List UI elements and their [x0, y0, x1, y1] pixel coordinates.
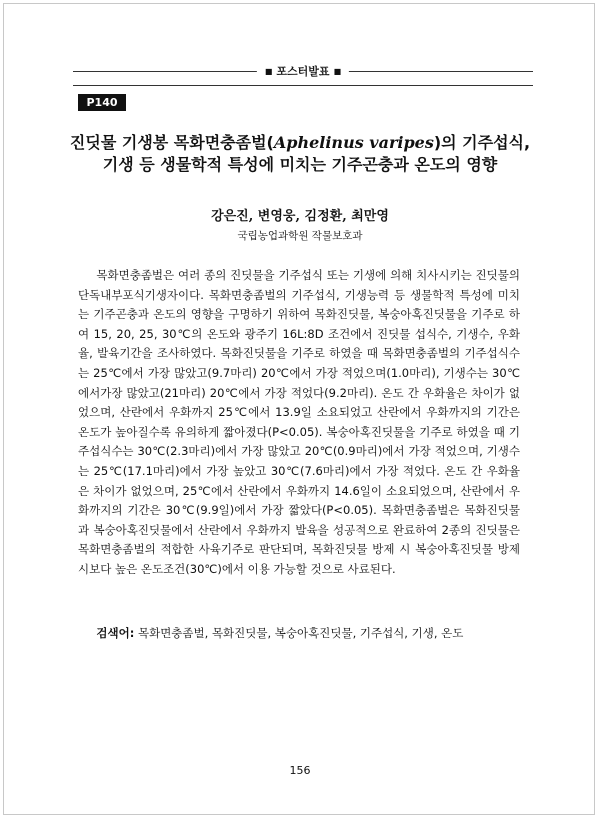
keywords-text: 목화면충좀벌, 목화진딧물, 복숭아혹진딧물, 기주섭식, 기생, 온도 [134, 626, 464, 640]
bullet-square-icon: ■ [264, 67, 273, 76]
header-bottom-rule [73, 85, 533, 86]
keywords-label: 검색어: [96, 626, 135, 640]
title-part-2: )의 기주섭식, [433, 133, 531, 152]
authors: 강은진, 변영웅, 김정환, 최만영 [211, 209, 389, 224]
title-latin-name: Aphelinus varipes [273, 133, 434, 152]
bullet-square-icon: ■ [333, 67, 342, 76]
title-part-1: 진딧물 기생봉 목화면충좀벌( [69, 133, 274, 152]
abstract-body: 목화면충좀벌은 여러 종의 진딧물을 기주섭식 또는 기생에 의해 치사시키는 진딧물의 단독내부포식기생자이다. 목화면충좀벌의 기주섭식, 기생능력 등 생물학적 특성에 미치는 기주곤충과 온도의 영향을 구명하기 위하여 목화진딧물, 복숭아혹진딧물을 기주로 하여 15, 20, 25, 30℃의 온도와 광주기 16L:8D 조건에서 진딧물 섭식수, 기생수, 우화율, 발육기간을 조사하였다. 목화진딧물을 기주로 하였을 때 목화면충좀벌의 기주섭식수는 25℃에서 가장 많았고(9.7마리) 20℃에서 가장 적었으며(1.0마리), 기생수는 30℃에서가장 많았고(21마리) 20℃에서 가장 적었다(9.2마리). 온도 간 우화율은 차이가 없었으며, 산란에서 우화까지 25℃에서 13.9일 소요되었고 산란에서 우화까지의 기간은 온도가 높아질수록 유의하게 짧아졌다(P<0.05). 복숭아혹진딧물을 기주로 하였을 때 기주섭식수는 30℃(2.3마리)에서 가장 많았고 20℃(0.9마리)에서 가장 적었으며, 기생수는 25℃(17.1마리)에서 가장 높았고 30℃(7.6마리)에서 가장 적었다. 온도 간 우화율은 차이가 없었으며, 25℃에서 산란에서 우화까지 14.6일이 소요되었으며, 산란에서 우화까지의 기간은 30℃(9.9일)에서 가장 짧았다(P<0.05). 목화면충좀벌은 목화진딧물과 복숭아혹진딧물에서 산란에서 우화까지 발육을 성공적으로 완료하여 2종의 진딧물은 목화면충좀벌의 적합한 사육기주로 판단되며, 목화진딧물 방제 시 복숭아혹진딧물 방제 시보다 높은 온도조건(30℃)에서 이용 가능할 것으로 사료된다. [78, 268, 520, 576]
page-number: 156 [289, 764, 311, 777]
section-label-text: 포스터발표 [276, 65, 330, 78]
section-header [73, 60, 533, 84]
title-line-1 [60, 132, 540, 154]
affiliation: 국립농업과학원 작물보호과 [237, 230, 363, 242]
keywords [78, 624, 520, 643]
poster-id-badge: P140 [78, 94, 126, 111]
title-line-2: 기생 등 생물학적 특성에 미치는 기주곤충과 온도의 영향 [102, 155, 498, 174]
section-label [257, 63, 349, 79]
paper-title [60, 132, 540, 176]
